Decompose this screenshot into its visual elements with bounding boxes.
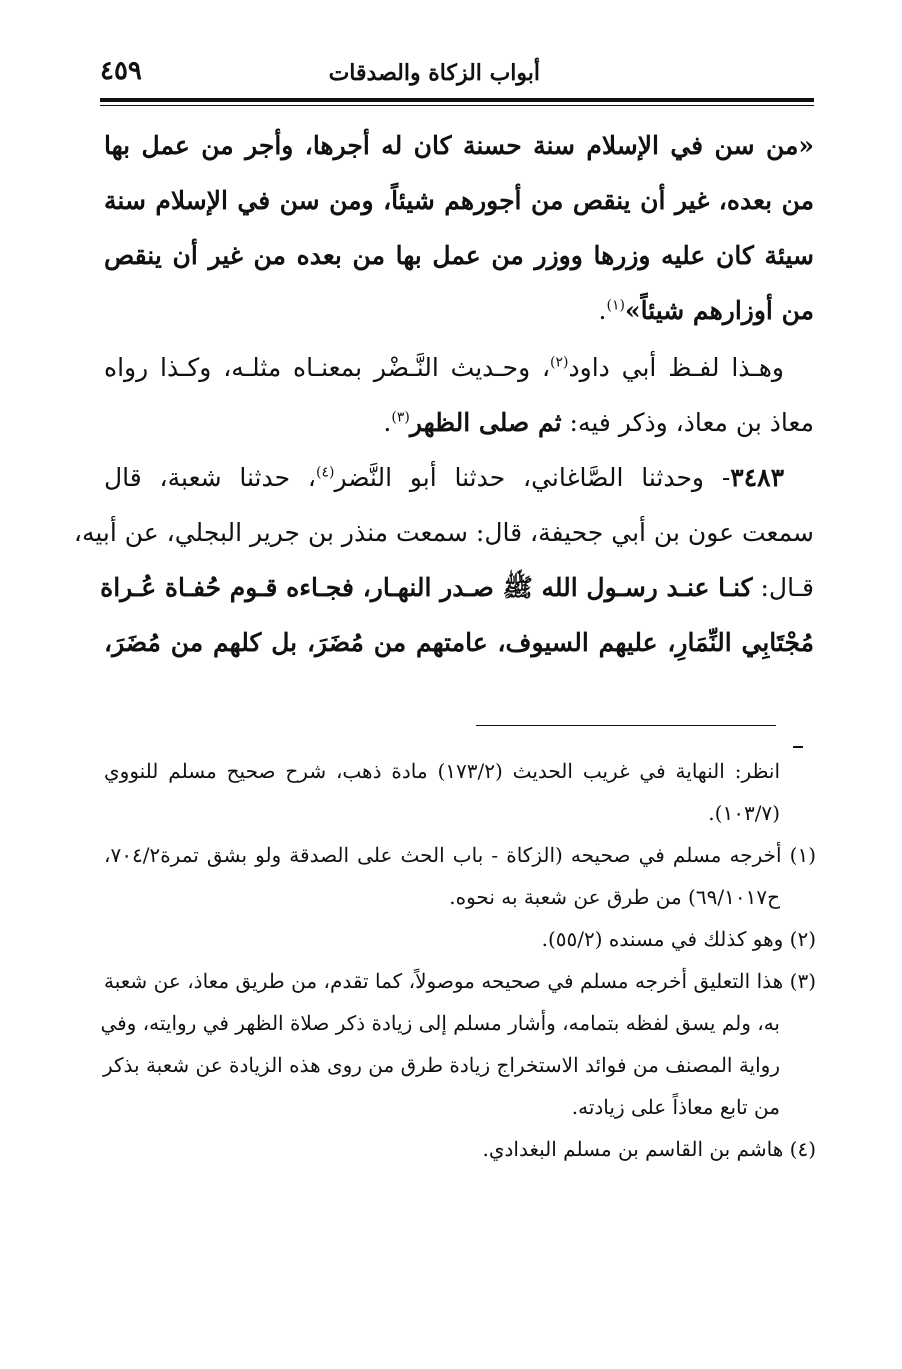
footnote-3-line-3: رواية المصنف من فوائد الاستخراج زيادة طرق من روى هذه الزيادة عن شعبة بذكر bbox=[102, 1053, 780, 1077]
footnote-continuation-mark bbox=[793, 746, 803, 748]
chapter-title: أبواب الزكاة والصدقات bbox=[328, 60, 540, 86]
footnote-continued-line-2: (١٠٣/٧). bbox=[708, 801, 780, 825]
footnote-ref-2[interactable]: (٢) bbox=[550, 354, 569, 371]
commentary-line-2-end: . bbox=[383, 408, 392, 437]
footnote-1-line-1: (١) أخرجه مسلم في صحيحه (الزكاة - باب الحث على الصدقة ولو بشق تمرة٧٠٤/٢، bbox=[104, 843, 816, 867]
main-text bbox=[73, 118, 814, 670]
page-number: ٤٥٩ bbox=[100, 56, 142, 86]
footnote-2: (٢) وهو كذلك في مسنده (٥٥/٢). bbox=[541, 927, 816, 951]
header-rule-thin bbox=[100, 105, 814, 106]
hadith-3483-line-3 bbox=[100, 560, 814, 615]
hadith-line-4-end: . bbox=[598, 296, 607, 325]
commentary-line-1b: ، وحـديث النَّـضْر بمعنـاه مثلـه، وكـذا رواه bbox=[104, 353, 551, 382]
header-rule-thick bbox=[100, 98, 814, 102]
hadith-line-1: «من سن في الإسلام سنة حسنة كان له أجرها، وأجر من عمل بها bbox=[104, 131, 814, 160]
footnote-ref-3[interactable]: (٣) bbox=[391, 409, 410, 426]
footnote-continued-line-1: انظر: النهاية في غريب الحديث (١٧٣/٢) مادة ذهب، شرح صحيح مسلم للنووي bbox=[104, 759, 781, 783]
hadith-line-4-text: من أوزارهم شيئاً» bbox=[624, 296, 814, 325]
hadith-line-2: من بعده، غير أن ينقص من أجورهم شيئاً، ومن سن في الإسلام سنة bbox=[104, 186, 814, 215]
hadith-line-3: سيئة كان عليه وزرها ووزر من عمل بها من بعده من غير أن ينقص bbox=[104, 241, 814, 270]
footnote-separator bbox=[476, 725, 776, 726]
hadith-3483-line-1 bbox=[104, 450, 814, 505]
hadith-3483-line-4: مُجْتَابِي النِّمَارِ، عليهم السيوف، عامتهم من مُضَرَ، بل كلهم من مُضَرَ، bbox=[104, 628, 814, 657]
footnote-3-line-1: (٣) هذا التعليق أخرجه مسلم في صحيحه موصولاً، كما تقدم، من طريق معاذ، عن شعبة bbox=[104, 969, 816, 993]
commentary-line-2 bbox=[104, 395, 814, 450]
commentary-bold-phrase: ثم صلى الظهر bbox=[409, 408, 562, 437]
hadith-3483-line-1a: - وحدثنا الصَّاغاني، حدثنا أبو النَّضر bbox=[334, 463, 731, 492]
hadith-number: ٣٤٨٣ bbox=[730, 463, 784, 492]
hadith-3483-line-2: سمعت عون بن أبي جحيفة، قال: سمعت منذر بن جرير البجلي، عن أبيه، bbox=[73, 518, 814, 547]
commentary-line-1a: وهـذا لفـظ أبي داود bbox=[568, 353, 784, 382]
footnote-3-line-4: من تابع معاذاً على زيادته. bbox=[571, 1095, 780, 1119]
footnotes bbox=[100, 750, 816, 1170]
footnote-ref-1[interactable]: (١) bbox=[606, 297, 625, 314]
footnote-4: (٤) هاشم بن القاسم بن مسلم البغدادي. bbox=[482, 1137, 816, 1161]
hadith-3483-line-3-bold: كنـا عنـد رسـول الله ﷺ صـدر النهـار، فجـاءه قـوم حُفـاة عُـراة bbox=[100, 573, 753, 602]
footnote-1-line-2: ح٦٩/١٠١٧) من طرق عن شعبة به نحوه. bbox=[449, 885, 780, 909]
hadith-line-4 bbox=[104, 283, 814, 338]
running-header bbox=[100, 52, 810, 98]
hadith-3483-line-3a: قـال: bbox=[752, 573, 814, 602]
commentary-line-1 bbox=[104, 340, 814, 395]
commentary-line-2a: معاذ بن معاذ، وذكر فيه: bbox=[561, 408, 814, 437]
hadith-3483-line-1b: ، حدثنا شعبة، قال bbox=[104, 463, 316, 492]
footnote-3-line-2: به، ولم يسق لفظه بتمامه، وأشار مسلم إلى زيادة ذكر صلاة الظهر في روايته، وفي bbox=[100, 1011, 780, 1035]
footnote-ref-4[interactable]: (٤) bbox=[315, 464, 335, 481]
